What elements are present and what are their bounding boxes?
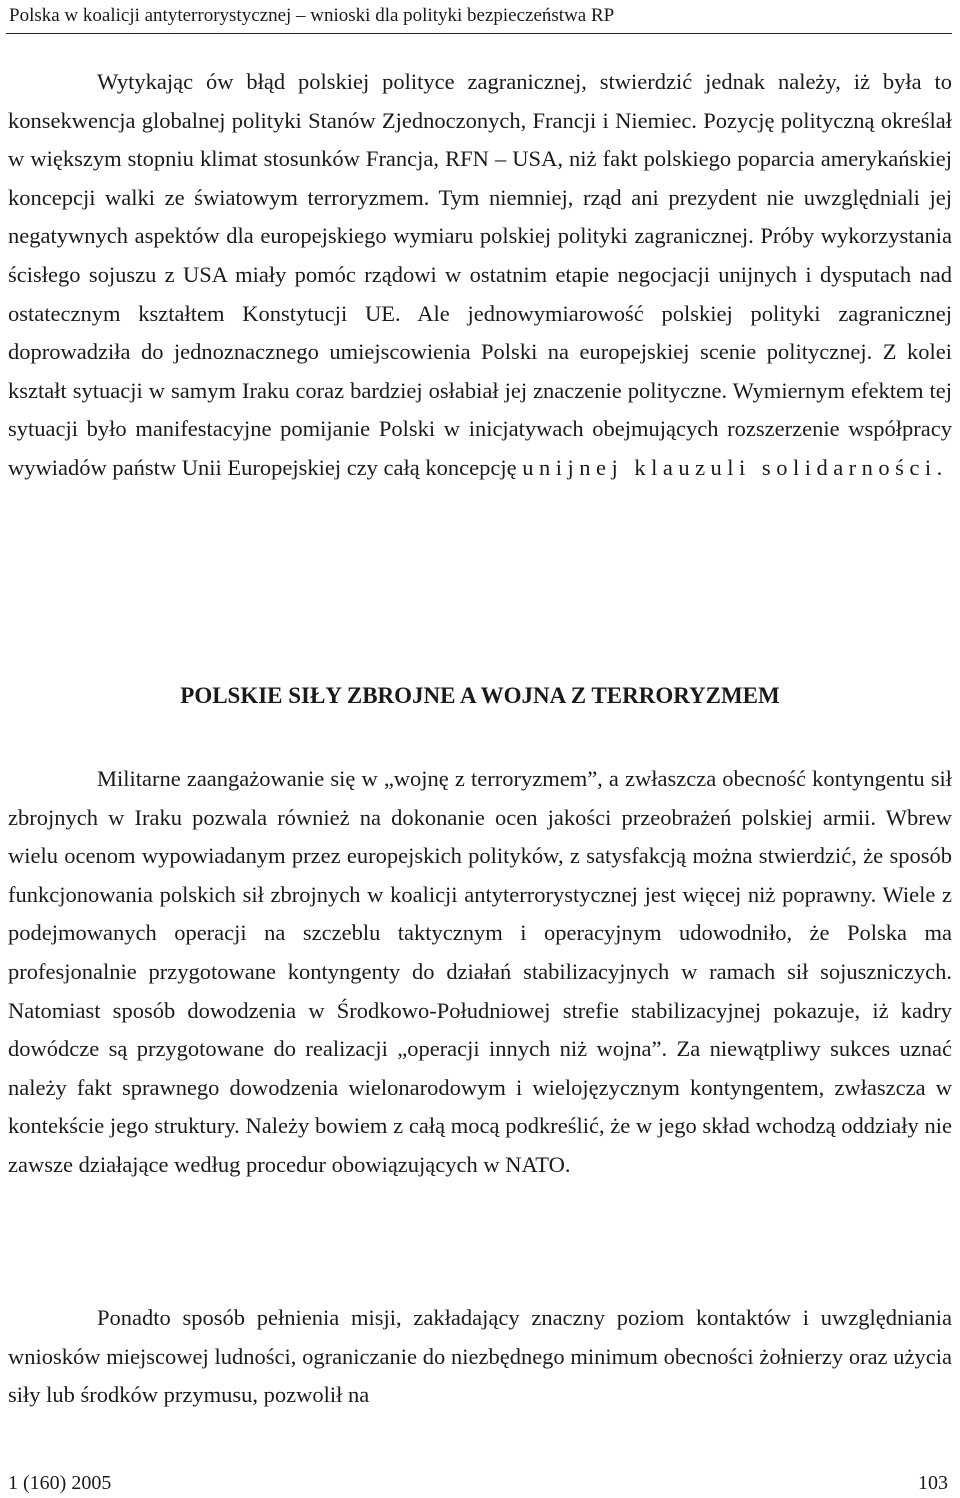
paragraph-foreign-policy-text: Wytykając ów błąd polskiej polityce zagranicznej, stwierdzić jednak należy, iż była to konsekwencja globalnej polityki Stanów Zjednoczonych, Francji i Niemiec. Pozycję polityczną określał w większym stopniu klimat stosunków Francja, RFN – USA, niż fakt polskiego poparcia amerykańskiej koncepcji walki ze światowym terroryzmem. Tym niemniej, rząd ani prezydent nie uwzględniali jej negatywnych aspektów dla europejskiego wymiaru polskiej polityki zagranicznej. Próby wykorzystania ścisłego sojuszu z USA miały pomóc rządowi w ostatnim etapie negocjacji unijnych i dysputach nad ostatecznym kształtem Konstytucji UE. Ale jednowymiarowość polskiej polityki zagranicznej doprowadziła do jednoznacznego umiejscowienia Polski na europejskiej scenie politycznej. Z kolei kształt sytuacji w samym Iraku coraz bardziej osłabiał jej znaczenie polityczne. Wymiernym efektem tej sytuacji było manifestacyjne pomijanie Polski w inicjatywach obejmujących rozszerzenie współpracy wywiadów państw Unii Europejskiej czy całą koncepcję <box>8 69 952 480</box>
spaced-emphasis: unijnej klauzuli solidarności. <box>522 454 948 480</box>
footer-issue: 1 (160) 2005 <box>8 1472 112 1494</box>
running-header: Polska w koalicji antyterrorystycznej – wnioski dla polityki bezpieczeństwa RP <box>9 5 615 26</box>
header-divider <box>6 33 952 34</box>
paragraph-armed-forces: Militarne zaangażowanie się w „wojnę z terroryzmem”, a zwłaszcza obecność kontyngentu sił zbrojnych w Iraku pozwala również na dokonanie ocen jakości przeobrażeń polskiej armii. Wbrew wielu ocenom wypowiadanym przez europejskich polityków, z satysfakcją można stwierdzić, że sposób funkcjonowania polskich sił zbrojnych w koalicji antyterrorystycznej jest więcej niż poprawny. Wiele z podejmowanych operacji na szczeblu taktycznym i operacyjnym udowodniło, że Polska ma profesjonalnie przygotowane kontyngenty do działań stabilizacyjnych w ramach sił sojuszniczych. Natomiast sposób dowodzenia w Środkowo-Południowej strefie stabilizacyjnej pokazuje, iż kadry dowódcze są przygotowane do realizacji „operacji innych niż wojna”. Za niewątpliwy sukces uznać należy fakt sprawnego dowodzenia wielonarodowym i wielojęzycznym kontyngentem, zwłaszcza w kontekście jego struktury. Należy bowiem z całą mocą podkreślić, że w jego skład wchodzą oddziały nie zawsze działające według procedur obowiązujących w NATO. <box>8 766 952 1177</box>
footer-page-number: 103 <box>918 1472 948 1494</box>
section-heading: POLSKIE SIŁY ZBROJNE A WOJNA Z TERRORYZMEM <box>180 683 780 708</box>
paragraph-foreign-policy <box>8 63 952 488</box>
paragraph-mission-conduct: Ponadto sposób pełnienia misji, zakładający znaczny poziom kontaktów i uwzględniania wniosków miejscowej ludności, ograniczanie do niezbędnego minimum obecności żołnierzy oraz użycia siły lub środków przymusu, pozwolił na <box>8 1305 952 1408</box>
